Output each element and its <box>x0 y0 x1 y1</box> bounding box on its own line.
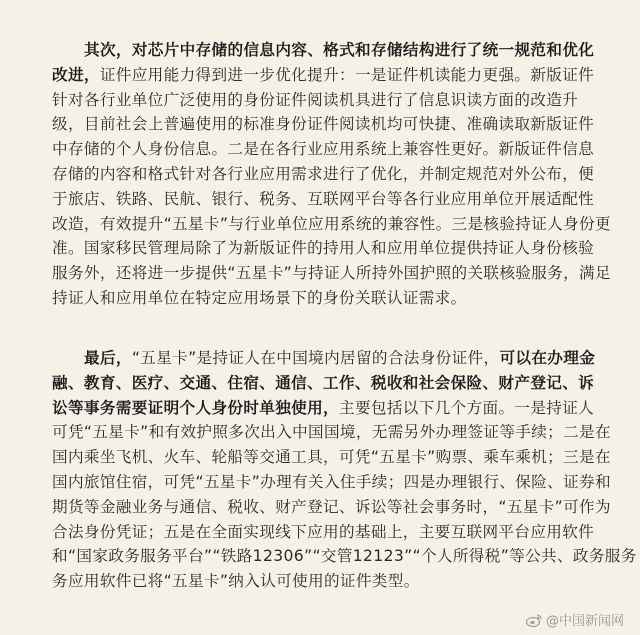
text-line <box>52 544 637 569</box>
text-run: 主要包括以下几个方面。一是持证人 <box>339 398 595 417</box>
text-run: 服务外，还将进一步提供“五星卡”与持证人所持外国护照的关联核验服务，满足 <box>52 264 611 283</box>
text-run: 国内旅馆住宿，可凭“五星卡”办理有关入住手续；四是办理银行、保险、证券和 <box>52 472 611 491</box>
text-line <box>52 112 612 137</box>
text-line <box>52 445 612 470</box>
text-run: 级，目前社会上普遍使用的标准身份证件阅读机均可快捷、准确读取新版证件 <box>52 115 595 134</box>
text-run: 针对各行业单位广泛使用的身份证件阅读机具进行了信息识读方面的改造升 <box>52 90 579 109</box>
text-line <box>52 396 612 421</box>
text-line <box>52 187 612 212</box>
paragraph-usage-scenarios <box>52 346 637 594</box>
text-line <box>52 236 612 261</box>
bold-text-run: 讼等事务需要证明个人身份时单独使用， <box>52 398 339 417</box>
bold-text-run: 融、教育、医疗、交通、住宿、通信、工作、税收和社会保险、财产登记、诉 <box>52 373 595 392</box>
text-run: 务应用软件已将“五星卡”纳入认可使用的证件类型。 <box>52 572 420 591</box>
text-run: 于旅店、铁路、民航、银行、税务、互联网平台等各行业应用单位开展适配性 <box>52 189 595 208</box>
text-line <box>52 63 612 88</box>
text-run: 可凭“五星卡”和有效护照多次出入中国国境，无需另外办理签证等手续；二是在 <box>52 423 611 442</box>
text-line <box>52 286 612 311</box>
text-run: 国内乘坐飞机、火车、轮船等交通工具，可凭“五星卡”购票、乘车乘机；三是在 <box>52 448 611 467</box>
bold-text-run: 最后， <box>84 349 132 367</box>
text-line <box>52 38 612 63</box>
watermark-text: @中国新闻网 <box>545 614 624 629</box>
text-run: 准。国家移民管理局除了为新版证件的持用人和应用单位提供持证人身份核验 <box>52 239 595 258</box>
bold-text-run: 改进， <box>52 65 100 84</box>
text-line <box>52 371 612 396</box>
text-line <box>52 420 612 445</box>
text-line <box>52 261 612 286</box>
text-line <box>52 520 612 545</box>
text-line <box>52 346 612 371</box>
text-line <box>52 212 612 237</box>
bold-text-run: 其次，对芯片中存储的信息内容、格式和存储结构进行了统一规范和优化 <box>84 41 595 59</box>
text-line <box>52 470 612 495</box>
text-run: “五星卡”是持证人在中国境内居留的合法身份证件， <box>131 349 500 367</box>
text-run: 合法身份凭证；五是在全面实现线下应用的基础上，主要互联网平台应用软件 <box>52 522 595 541</box>
watermark <box>526 610 624 629</box>
text-line <box>52 495 612 520</box>
text-run: 持证人和应用单位在特定应用场景下的身份关联认证需求。 <box>52 288 467 307</box>
bold-text-run: 可以在办理金 <box>499 349 596 367</box>
text-run: 和“国家政务服务平台”“铁路12306”“交管12123”“个人所得税”等公共、政务服务 <box>52 547 637 566</box>
text-line <box>52 569 612 594</box>
paragraph-chip-storage <box>52 38 612 311</box>
text-line <box>52 88 612 113</box>
text-run: 存储的内容和格式针对各行业应用需求进行了优化，并制定规范对外公布，便 <box>52 164 595 183</box>
text-run: 证件应用能力得到进一步优化提升：一是证件机读能力更强。新版证件 <box>99 65 595 84</box>
text-run: 期货等金融业务与通信、税收、财产登记、诉讼等社会事务时，“五星卡”可作为 <box>52 497 611 516</box>
weibo-logo-icon <box>526 613 542 627</box>
text-line <box>52 137 612 162</box>
text-line <box>52 162 612 187</box>
text-run: 改造，有效提升“五星卡”与行业单位应用系统的兼容性。三是核验持证人身份更 <box>52 214 611 233</box>
text-run: 中存储的个人身份信息。二是在各行业应用系统上兼容性更好。新版证件信息 <box>52 140 595 159</box>
